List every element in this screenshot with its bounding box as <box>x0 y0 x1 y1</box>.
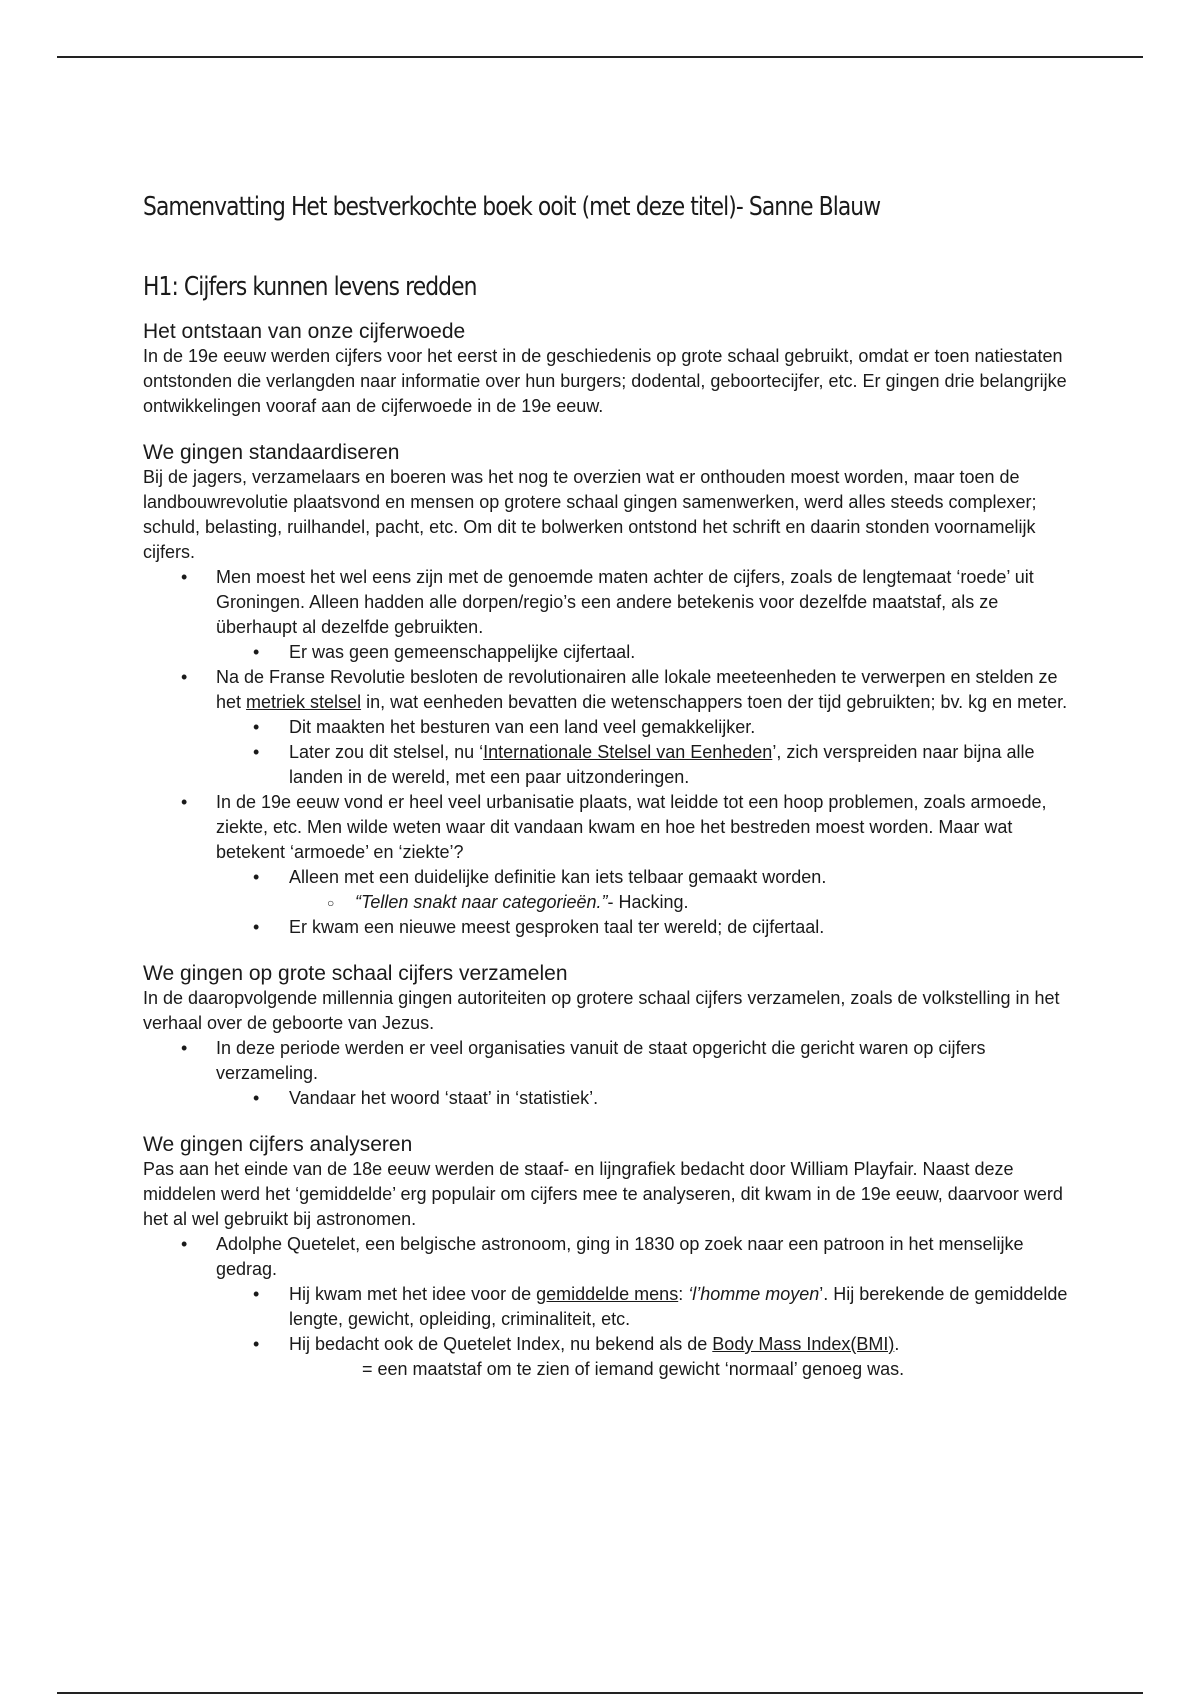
term-gemiddelde-mens: gemiddelde mens <box>536 1284 679 1304</box>
list-item: • In de 19e eeuw vond er heel veel urbanisatie plaats, wat leidde tot een hoop problemen, zoals armoede, ziekte, etc. Men wilde weten waar dit vandaan kwam en hoe het bestreden moest worden. Maar wat betekent ‘armoede’ en ‘ziekte’? <box>143 790 1073 865</box>
list-item: • Adolphe Quetelet, een belgische astronoom, ging in 1830 op zoek naar een patroon in het menselijke gedrag. <box>143 1232 1073 1282</box>
list-item: • Vandaar het woord ‘staat’ in ‘statistiek’. <box>143 1086 1073 1111</box>
quote-text: “Tellen snakt naar categorieën.” <box>355 892 608 912</box>
item-text: Hij bedacht ook de Quetelet Index, nu bekend als de <box>289 1334 713 1354</box>
list-item <box>143 890 1073 915</box>
section-ontstaan <box>143 320 1073 419</box>
section-body: Pas aan het einde van de 18e eeuw werden de staaf- en lijngrafiek bedacht door William Playfair. Naast deze middelen werd het ‘gemiddelde’ erg populair om cijfers mee te analyseren, dit kwam in de 19e eeuw, daarvoor werd het al wel gebruikt bij astronomen. <box>143 1159 1063 1229</box>
section-heading: We gingen standaardiseren <box>143 441 400 464</box>
list-item: • Alleen met een duidelijke definitie kan iets telbaar gemaakt worden. <box>143 865 1073 890</box>
bullet-list <box>143 1232 1073 1357</box>
item-text: ’, zich verspreiden naar bijna alle landen in de wereld, met een paar uitzonderingen. <box>289 742 1035 787</box>
definition-line: = een maatstaf om te zien of iemand gewicht ‘normaal’ genoeg was. <box>362 1359 905 1379</box>
section-body: In de daaropvolgende millennia gingen autoriteiten op grotere schaal cijfers verzamelen, zoals de volkstelling in het verhaal over de geboorte van Jezus. <box>143 988 1060 1033</box>
document-title: Samenvatting Het bestverkochte boek ooit (met deze titel)- Sanne Blauw <box>143 192 881 222</box>
header-rule <box>57 56 1143 58</box>
item-text: Hij kwam met het idee voor de <box>289 1284 537 1304</box>
section-body: Bij de jagers, verzamelaars en boeren was het nog te overzien wat er onthouden moest worden, maar toen de landbouwrevolutie plaatsvond en mensen op grotere schaal gingen samenwerken, werd alles steeds complexer; schuld, belasting, ruilhandel, pacht, etc. Om dit te bolwerken ontstond het schrift en daarin stonden voornamelijk cijfers. <box>143 467 1037 562</box>
term-internationale-stelsel: Internationale Stelsel van Eenheden <box>483 742 773 762</box>
list-item <box>143 740 1073 790</box>
footer-rule <box>57 1692 1143 1694</box>
term-metriek-stelsel: metriek stelsel <box>246 692 362 712</box>
bullet-list <box>143 565 1073 940</box>
list-item <box>143 1282 1073 1332</box>
list-item: • Er was geen gemeenschappelijke cijfertaal. <box>143 640 1073 665</box>
section-body: In de 19e eeuw werden cijfers voor het eerst in de geschiedenis op grote schaal gebruikt, omdat er toen natiestaten ontstonden die verlangden naar informatie over hun burgers; dodental, geboortecijfer, etc. Er gingen drie belangrijke ontwikkelingen vooraf aan de cijferwoede in de 19e eeuw. <box>143 346 1067 416</box>
item-text: . <box>894 1334 900 1354</box>
list-item <box>143 665 1073 715</box>
section-analyseren <box>143 1133 1073 1382</box>
section-heading: We gingen cijfers analyseren <box>143 1133 413 1156</box>
bullet-list <box>143 1036 1073 1111</box>
item-text: Later zou dit stelsel, nu ‘ <box>289 742 484 762</box>
term-bmi: Body Mass Index(BMI) <box>712 1334 895 1354</box>
list-item <box>143 1332 1073 1357</box>
list-item: • Men moest het wel eens zijn met de genoemde maten achter de cijfers, zoals de lengtemaat ‘roede’ uit Groningen. Alleen hadden alle dorpen/regio’s een andere betekenis voor dezelfde maatstaf, als ze überhaupt al dezelfde gebruikten. <box>143 565 1073 640</box>
chapter-heading: H1: Cijfers kunnen levens redden <box>143 272 477 302</box>
document-page <box>143 180 1073 1382</box>
list-item: • Dit maakten het besturen van een land veel gemakkelijker. <box>143 715 1073 740</box>
section-heading: Het ontstaan van onze cijferwoede <box>143 320 466 343</box>
section-verzamelen <box>143 962 1073 1111</box>
item-text: Na de Franse Revolutie besloten de revolutionairen alle lokale meeteenheden te verwerpen en stelden ze het <box>216 667 1058 712</box>
item-text: ’. Hij berekende de gemiddelde lengte, gewicht, opleiding, criminaliteit, etc. <box>289 1284 1068 1329</box>
item-text: - Hacking. <box>607 892 689 912</box>
item-text: in, wat eenheden bevatten die wetenschappers toen der tijd gebruikten; bv. kg en meter. <box>361 692 1068 712</box>
list-item: • In deze periode werden er veel organisaties vanuit de staat opgericht die gericht waren op cijfers verzameling. <box>143 1036 1073 1086</box>
term-homme-moyen: ‘l’homme moyen <box>688 1284 820 1304</box>
section-standaardiseren <box>143 441 1073 940</box>
item-text: : <box>678 1284 689 1304</box>
section-heading: We gingen op grote schaal cijfers verzamelen <box>143 962 568 985</box>
list-item: • Er kwam een nieuwe meest gesproken taal ter wereld; de cijfertaal. <box>143 915 1073 940</box>
